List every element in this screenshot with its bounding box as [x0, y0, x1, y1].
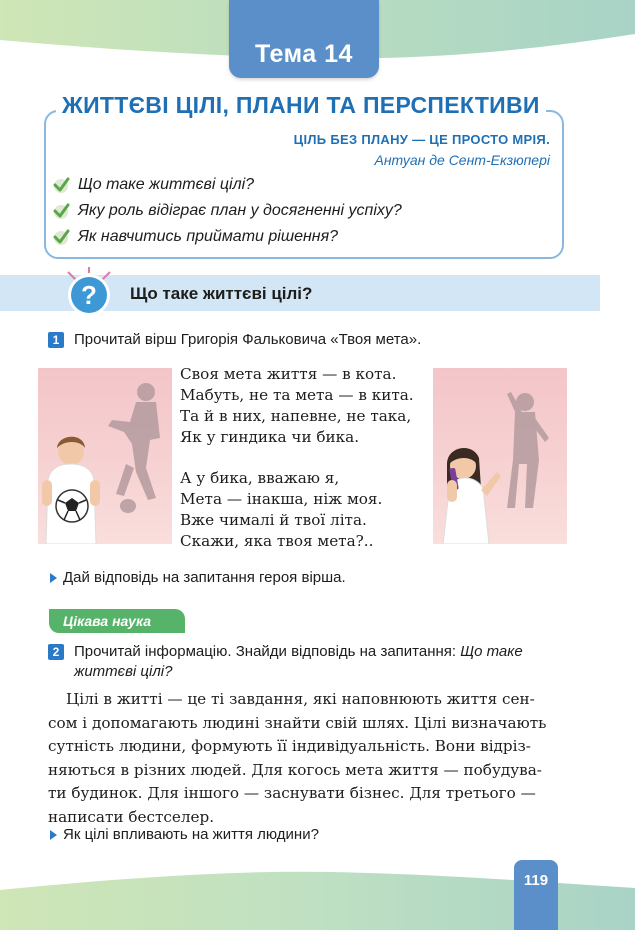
page-number-tab	[514, 860, 558, 930]
boy-with-ball-photo	[38, 368, 172, 544]
topic-title: ЖИТТЄВІ ЦІЛІ, ПЛАНИ ТА ПЕРСПЕКТИВИ	[56, 92, 546, 119]
poem-line: А у бика, вважаю я,	[180, 469, 340, 487]
poem	[180, 364, 414, 552]
paragraph-line: сом і допомагають людині знайти свій шлях. Цілі визначають	[48, 713, 547, 732]
theme-tab	[229, 0, 379, 78]
task2-text	[74, 642, 560, 682]
science-tag: Цікава наука	[49, 609, 185, 633]
question-text: Як навчитись приймати рішення?	[78, 228, 339, 245]
poem-line: Своя мета життя — в кота.	[180, 365, 397, 383]
prompt1-text: Дай відповідь на запитання героя вірша.	[63, 569, 346, 586]
checkmark-icon	[52, 228, 70, 246]
poem-line: Мабуть, не та мета — в кита.	[180, 386, 414, 404]
task-number-badge: 2	[48, 644, 64, 660]
arrow-bullet-icon	[50, 830, 57, 840]
prompt2-text: Як цілі впливають на життя людини?	[63, 826, 319, 843]
paragraph-line: ти будинок. Для іншого — заснувати бізнес. Для третього —	[48, 784, 536, 802]
poem-line: Мета — інакша, ніж моя.	[180, 490, 383, 508]
paragraph-line: написати бестселер.	[48, 807, 215, 826]
poem-line: Скажи, яка твоя мета?..	[180, 532, 374, 550]
task2-italic-question: Що таке	[460, 643, 523, 660]
epigraph: ЦІЛЬ БЕЗ ПЛАНУ — ЦЕ ПРОСТО МРІЯ.	[293, 132, 550, 147]
topic-question	[52, 200, 402, 222]
page-number: 119	[523, 872, 549, 889]
poem-line: Як у гиндика чи бика.	[180, 428, 360, 446]
boy-with-ball-illustration	[38, 368, 172, 544]
task-number-badge: 1	[48, 332, 64, 348]
task1-text: Прочитай вірш Григорія Фальковича «Твоя мета».	[74, 331, 422, 348]
epigraph-author: Антуан де Сент-Екзюпері	[374, 152, 550, 168]
checkmark-icon	[52, 176, 70, 194]
stanza-gap	[180, 448, 414, 468]
task2-italic-question-cont: життєві цілі?	[74, 663, 173, 680]
svg-text:?: ?	[81, 280, 97, 310]
topic-question	[52, 174, 254, 196]
section-title: Що таке життєві цілі?	[130, 284, 313, 303]
theme-label: Тема 14	[255, 40, 353, 68]
paragraph-line: няються в різних людей. Для когось мета життя — побудува-	[48, 760, 542, 779]
arrow-bullet-icon	[50, 573, 57, 583]
girl-with-microphone-photo	[433, 368, 567, 544]
checkmark-icon	[52, 202, 70, 220]
poem-line: Вже чималі й твої літа.	[180, 511, 367, 529]
question-text: Яку роль відіграє план у досягненні успіху?	[78, 202, 402, 219]
topic-question	[52, 226, 338, 248]
question-text: Що таке життєві цілі?	[78, 176, 255, 193]
poem-line: Та й в них, напевне, не така,	[180, 407, 412, 425]
girl-with-microphone-illustration	[433, 368, 567, 544]
paragraph-line: сутність людини, формують її індивідуальність. Вони відріз-	[48, 737, 531, 755]
paragraph-line: Цілі в житті — це ті завдання, які наповнюють життя сен-	[66, 690, 535, 708]
info-paragraph	[48, 688, 560, 829]
task2-plain-text: Прочитай інформацію. Знайди відповідь на запитання:	[74, 643, 461, 660]
question-mark-icon	[62, 266, 116, 320]
